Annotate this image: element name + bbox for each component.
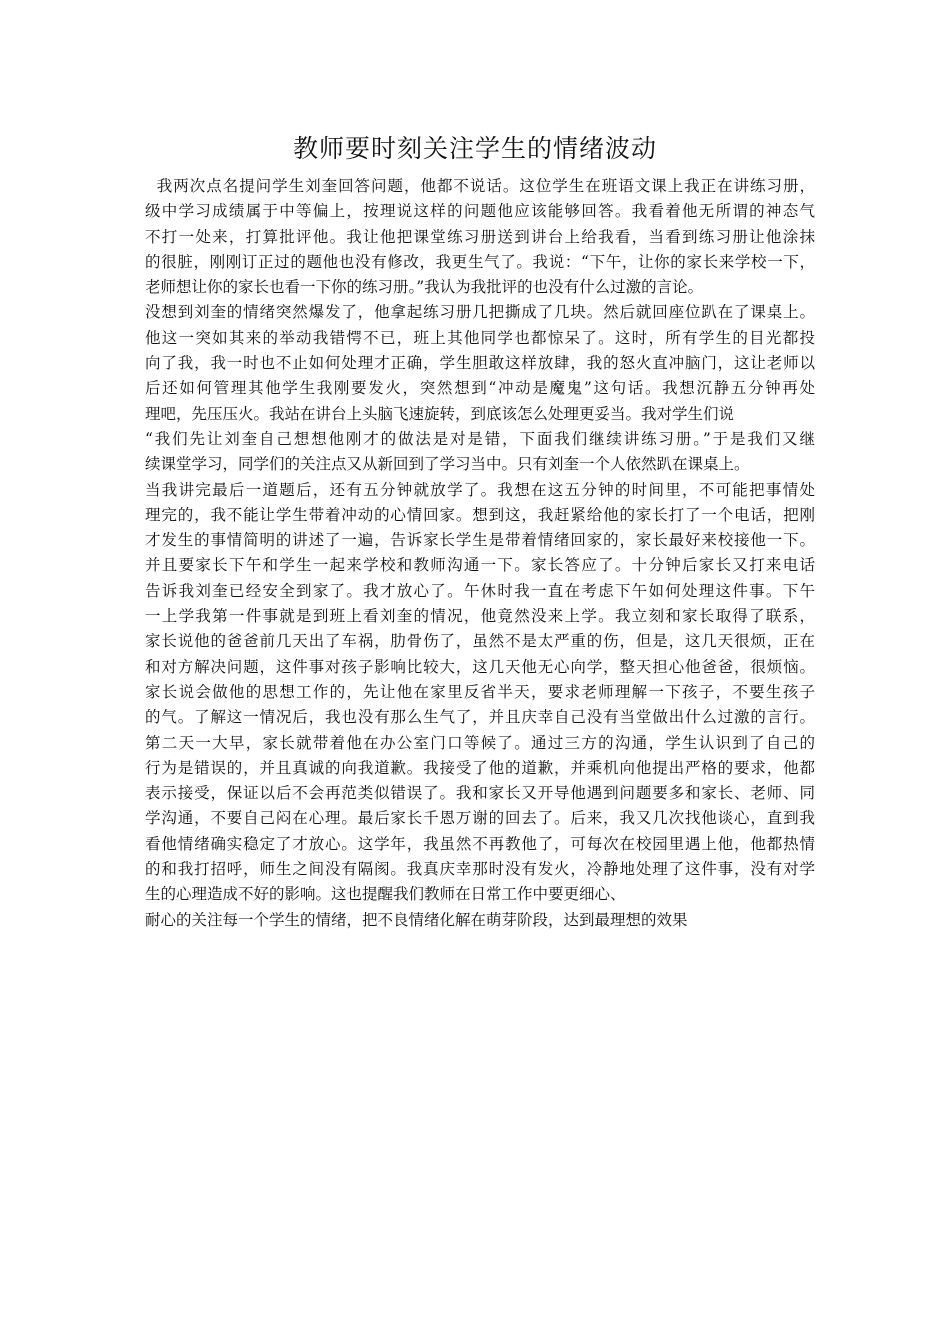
body-line: 续课堂学习，同学们的关注点又从新回到了学习当中。只有刘奎一个人依然趴在课桌上。 bbox=[145, 455, 750, 474]
body-line: 理吧，先压压火。我站在讲台上头脑飞速旋转，到底该怎么处理更妥当。我对学生们说 bbox=[145, 404, 735, 423]
body-line: 没想到刘奎的情绪突然爆发了，他拿起练习册几把撕成了几块。然后就回座位趴在了课桌上。 bbox=[145, 303, 815, 322]
body-line: 家长说他的爸爸前几天出了车祸，肋骨伤了，虽然不是太严重的伤，但是，这几天很烦，正在 bbox=[145, 632, 815, 651]
document-title: 教师要时刻关注学生的情绪波动 bbox=[292, 134, 657, 163]
body-line: 一上学我第一件事就是到班上看刘奎的情况，他竟然没来上学。我立刻和家长取得了联系， bbox=[145, 607, 815, 626]
body-line: 理完的，我不能让学生带着冲动的心情回家。想到这，我赶紧给他的家长打了一个电话，把刚 bbox=[145, 505, 815, 524]
body-line: 表示接受，保证以后不会再范类似错误了。我和家长又开导他遇到问题要多和家长、老师、同 bbox=[145, 784, 815, 803]
body-line: 的和我打招呼，师生之间没有隔阂。我真庆幸那时没有发火，冷静地处理了这件事，没有对学 bbox=[145, 860, 815, 879]
body-line: 第二天一大早，家长就带着他在办公室门口等候了。通过三方的沟通，学生认识到了自己的 bbox=[145, 733, 815, 752]
body-line: 告诉我刘奎已经安全到家了。我才放心了。午休时我一直在考虑下午如何处理这件事。下午 bbox=[145, 581, 815, 600]
body-line: 不打一处来，打算批评他。我让他把课堂练习册送到讲台上给我看，当看到练习册让他涂抹 bbox=[145, 227, 815, 246]
body-line: 学沟通，不要自己闷在心理。最后家长千恩万谢的回去了。后来，我又几次找他谈心，直到我 bbox=[145, 809, 815, 828]
body-line: 看他情绪确实稳定了才放心。这学年，我虽然不再教他了，可每次在校园里遇上他，他都热情 bbox=[145, 834, 815, 853]
body-line: 耐心的关注每一个学生的情绪，把不良情绪化解在萌芽阶段，达到最理想的效果 bbox=[145, 910, 688, 929]
body-line: 的气。了解这一情况后，我也没有那么生气了，并且庆幸自己没有当堂做出什么过激的言行。 bbox=[145, 708, 815, 727]
body-line: 级中学习成绩属于中等偏上，按理说这样的问题他应该能够回答。我看着他无所谓的神态气 bbox=[145, 202, 815, 221]
body-line: “我们先让刘奎自己想想他刚才的做法是对是错，下面我们继续讲练习册。”于是我们又继 bbox=[145, 429, 815, 448]
body-line: 生的心理造成不好的影响。这也提醒我们教师在日常工作中要更细心、 bbox=[145, 885, 626, 904]
body-line: 家长说会做他的思想工作的，先让他在家里反省半天，要求老师理解一下孩子，不要生孩子 bbox=[145, 682, 815, 701]
body-line: 的很脏，刚刚订正过的题他也没有修改，我更生气了。我说：“下午，让你的家长来学校一下， bbox=[145, 252, 815, 271]
body-line: 老师想让你的家长也看一下你的练习册。”我认为我批评的也没有什么过激的言论。 bbox=[145, 278, 704, 297]
body-line: 和对方解决问题，这件事对孩子影响比较大，这几天他无心向学，整天担心他爸爸，很烦恼。 bbox=[145, 657, 815, 676]
body-line: 后还如何管理其他学生我刚要发火，突然想到“冲动是魔鬼”这句话。我想沉静五分钟再处 bbox=[145, 379, 815, 398]
document-body bbox=[145, 174, 815, 933]
body-line: 才发生的事情简明的讲述了一遍，告诉家长学生是带着情绪回家的，家长最好来校接他一下。 bbox=[145, 531, 815, 550]
body-line: 我两次点名提问学生刘奎回答问题，他都不说话。这位学生在班语文课上我正在讲练习册， bbox=[145, 177, 815, 195]
body-line: 他这一突如其来的举动我错愕不已，班上其他同学也都惊呆了。这时，所有学生的目光都投 bbox=[145, 328, 815, 347]
body-line: 向了我，我一时也不止如何处理才正确，学生胆敢这样放肆，我的怒火直冲脑门，这让老师以 bbox=[145, 354, 815, 373]
body-line: 当我讲完最后一道题后，还有五分钟就放学了。我想在这五分钟的时间里，不可能把事情处 bbox=[145, 480, 815, 499]
body-line: 行为是错误的，并且真诚的向我道歉。我接受了他的道歉，并乘机向他提出严格的要求，他都 bbox=[145, 758, 815, 777]
body-line: 并且要家长下午和学生一起来学校和教师沟通一下。家长答应了。十分钟后家长又打来电话 bbox=[145, 556, 815, 575]
